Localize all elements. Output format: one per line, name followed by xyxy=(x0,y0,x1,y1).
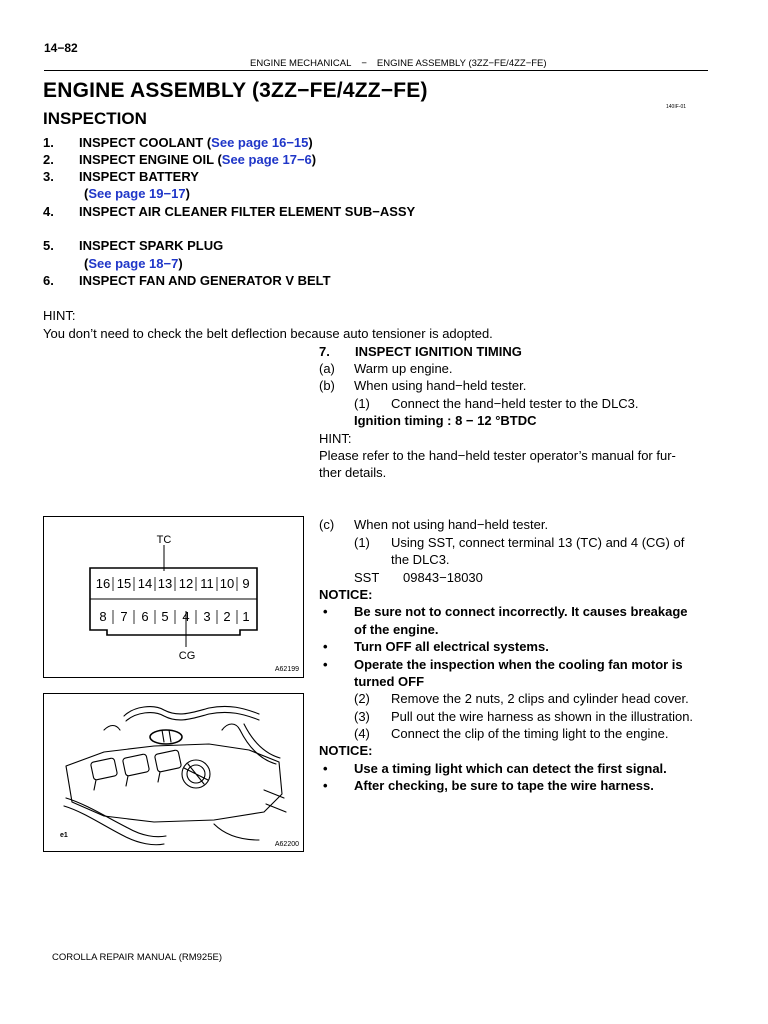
pin-label: 15 xyxy=(116,576,132,591)
pin-label: 9 xyxy=(242,576,250,591)
pin-label: 14 xyxy=(137,576,153,591)
hint2-line2: ther details. xyxy=(319,465,387,480)
hint-text: You don’t need to check the belt deflection because auto tensioner is adopted. xyxy=(43,326,493,341)
step-7c2-text: Remove the 2 nuts, 2 clips and cylinder head cover. xyxy=(391,691,689,706)
step-7a-text: Warm up engine. xyxy=(354,361,453,376)
pin-row-bottom xyxy=(99,609,249,624)
paren: ) xyxy=(311,152,317,167)
step-5 xyxy=(43,238,223,253)
step-2 xyxy=(43,152,316,167)
notice1-label: NOTICE: xyxy=(319,587,373,602)
engine-illustration-figure xyxy=(43,693,304,852)
step-text: INSPECT ENGINE OIL ( xyxy=(79,152,222,167)
paren: ) xyxy=(178,256,183,271)
pin-label: 1 xyxy=(242,609,250,624)
pin-label: 7 xyxy=(120,609,128,624)
page-link[interactable]: See page 17−6 xyxy=(221,152,312,167)
running-header xyxy=(250,58,547,69)
step-7c3-label: (3) xyxy=(354,709,370,724)
step-number: 4. xyxy=(43,204,54,219)
pin-label: 6 xyxy=(141,609,149,624)
pin-label: 13 xyxy=(157,576,173,591)
step-number: 5. xyxy=(43,238,54,253)
step-4 xyxy=(43,204,415,219)
step-text: INSPECT IGNITION TIMING xyxy=(355,344,522,359)
bullet: • xyxy=(323,761,328,776)
step-7c1-line2: the DLC3. xyxy=(391,552,450,567)
pin-label: 5 xyxy=(161,609,169,624)
pin-label: 8 xyxy=(99,609,107,624)
wire-harness xyxy=(124,706,259,716)
notice1-item1-line2: of the engine. xyxy=(354,622,439,637)
pin-label: 10 xyxy=(219,576,235,591)
bullet: • xyxy=(323,657,328,672)
page-number: 14−82 xyxy=(44,41,78,55)
tc-label: TC xyxy=(156,534,172,546)
dlc3-diagram xyxy=(44,517,303,677)
step-text: INSPECT FAN AND GENERATOR V BELT xyxy=(79,273,331,288)
step-number: 1. xyxy=(43,135,54,150)
step-7b-label: (b) xyxy=(319,378,335,393)
step-number: 7. xyxy=(319,344,330,359)
step-text: INSPECT AIR CLEANER FILTER ELEMENT SUB−ASSY xyxy=(79,204,416,219)
pin-label: 12 xyxy=(178,576,194,591)
notice1-item3-line1: Operate the inspection when the cooling fan motor is xyxy=(354,657,683,672)
figure-mark: e1 xyxy=(60,832,68,839)
step-7a-label: (a) xyxy=(319,361,335,376)
page-link[interactable]: See page 16−15 xyxy=(211,135,309,150)
paren: ( xyxy=(84,186,89,201)
step-text: INSPECT BATTERY xyxy=(79,169,199,184)
step-7c4-label: (4) xyxy=(354,726,370,741)
pin-label: 4 xyxy=(182,609,190,624)
step-7b1-label: (1) xyxy=(354,396,370,411)
notice2-label: NOTICE: xyxy=(319,743,373,758)
hint2-label: HINT: xyxy=(319,431,352,446)
harness-clip-marker xyxy=(150,730,182,744)
notice1-item1-line1: Be sure not to connect incorrectly. It causes breakage xyxy=(354,604,688,619)
page-title: ENGINE ASSEMBLY (3ZZ−FE/4ZZ−FE) xyxy=(43,79,428,102)
step-text: INSPECT SPARK PLUG xyxy=(79,238,224,253)
notice1-item3-line2: turned OFF xyxy=(354,674,425,689)
page-link[interactable]: See page 19−17 xyxy=(88,186,186,201)
step-6 xyxy=(43,273,331,288)
notice2-item2: After checking, be sure to tape the wire harness. xyxy=(354,778,654,793)
figure-code: A62199 xyxy=(274,666,299,673)
step-7b-text: When using hand−held tester. xyxy=(354,378,527,393)
cylinder-head xyxy=(66,744,282,822)
step-7c4-text: Connect the clip of the timing light to the engine. xyxy=(391,726,669,741)
ignition-timing-spec: Ignition timing : 8 − 12 °BTDC xyxy=(354,413,537,428)
step-3 xyxy=(43,169,199,184)
step-7c1-label: (1) xyxy=(354,535,370,550)
pin-label: 16 xyxy=(95,576,111,591)
bullet: • xyxy=(323,639,328,654)
header-rule xyxy=(44,70,708,71)
header-section: ENGINE MECHANICAL xyxy=(250,58,352,69)
step-number: 6. xyxy=(43,273,54,288)
step-text: INSPECT COOLANT ( xyxy=(79,135,212,150)
pin-label: 3 xyxy=(203,609,211,624)
step-7c-label: (c) xyxy=(319,517,335,532)
step-7c1-line1: Using SST, connect terminal 13 (TC) and 4 (CG) of xyxy=(391,535,685,550)
pin-label: 2 xyxy=(223,609,231,624)
header-subsection: ENGINE ASSEMBLY (3ZZ−FE/4ZZ−FE) xyxy=(376,58,547,69)
step-7 xyxy=(319,344,522,359)
section-title: INSPECTION xyxy=(43,109,147,128)
figure-code: A62200 xyxy=(274,841,299,848)
hint-label: HINT: xyxy=(43,308,76,323)
step-3-ref xyxy=(84,186,190,201)
footer: COROLLA REPAIR MANUAL (RM925E) xyxy=(52,952,222,963)
pin-label: 11 xyxy=(200,576,214,591)
title-code: 140IF-01 xyxy=(666,104,687,110)
hint2-line1: Please refer to the hand−held tester operator’s manual for fur- xyxy=(319,448,676,463)
bullet: • xyxy=(323,778,328,793)
engine-illustration xyxy=(44,694,303,851)
page-link[interactable]: See page 18−7 xyxy=(88,256,179,271)
step-7c-text: When not using hand−held tester. xyxy=(354,517,549,532)
step-number: 3. xyxy=(43,169,54,184)
step-7c3-text: Pull out the wire harness as shown in the illustration. xyxy=(391,709,694,724)
cg-label: CG xyxy=(178,650,196,662)
pin-row-top xyxy=(96,576,250,591)
bullet: • xyxy=(323,604,328,619)
paren: ) xyxy=(308,135,313,150)
sst-label: SST xyxy=(354,570,380,585)
step-7b1-text: Connect the hand−held tester to the DLC3. xyxy=(391,396,639,411)
notice1-item2-line1: Turn OFF all electrical systems. xyxy=(354,639,549,654)
step-5-ref xyxy=(84,256,183,271)
dlc3-connector-figure xyxy=(43,516,304,678)
sst-value: 09843−18030 xyxy=(403,570,483,585)
step-7c2-label: (2) xyxy=(354,691,370,706)
step-number: 2. xyxy=(43,152,54,167)
header-dash: − xyxy=(361,58,367,69)
step-1 xyxy=(43,135,313,150)
paren: ) xyxy=(185,186,190,201)
pin-separators xyxy=(113,577,237,624)
notice2-item1: Use a timing light which can detect the first signal. xyxy=(354,761,667,776)
paren: ( xyxy=(84,256,89,271)
